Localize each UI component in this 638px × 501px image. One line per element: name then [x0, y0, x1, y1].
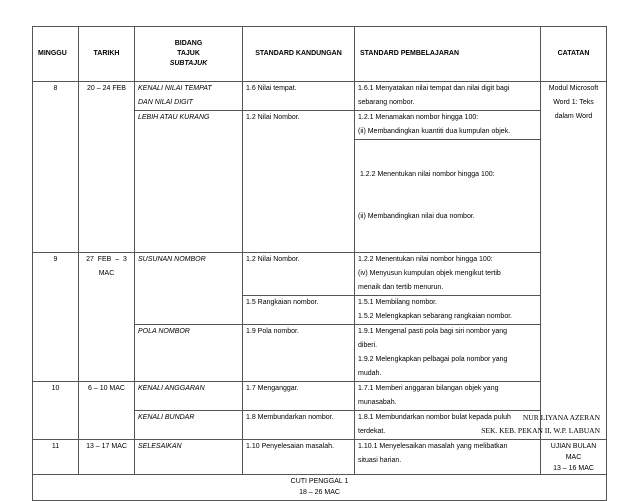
header-standard-pembelajaran: STANDARD PEMBELAJARAN — [355, 27, 541, 82]
catatan-line: Word 1: Teks — [553, 99, 594, 106]
sp-line: diberi. — [358, 342, 378, 349]
footer-signature — [481, 411, 600, 437]
tarikh-line: MAC — [98, 270, 115, 277]
header-bidang: BIDANG — [174, 40, 203, 47]
catatan-line: dalam Word — [554, 113, 593, 120]
sp-line: (ii) Membandingkan kuantiti dua kumpulan objek. — [358, 128, 511, 135]
cell-standard-pembelajaran — [355, 253, 541, 296]
table-row — [33, 440, 607, 475]
sp-line: 1.5.1 Membilang nombor. — [358, 299, 437, 306]
sp-line: sebarang nombor. — [358, 99, 415, 106]
cell-standard-pembelajaran — [355, 296, 541, 325]
cell-tarikh: 6 – 10 MAC — [79, 382, 135, 440]
cell-standard-kandungan: 1.2 Nilai Nombor. — [243, 253, 355, 296]
cell-tajuk — [135, 82, 243, 111]
cell-tarikh — [79, 253, 135, 382]
table-row — [33, 253, 607, 296]
holiday-row — [33, 475, 607, 501]
header-standard-kandungan: STANDARD KANDUNGAN — [243, 27, 355, 82]
cell-tajuk: SUSUNAN NOMBOR — [135, 253, 243, 325]
table-row — [33, 382, 607, 411]
cell-minggu: 9 — [33, 253, 79, 382]
cell-standard-kandungan: 1.6 Nilai tempat. — [243, 82, 355, 111]
cell-standard-kandungan: 1.5 Rangkaian nombor. — [243, 296, 355, 325]
sp-line: 1.5.2 Melengkapkan sebarang rangkaian nombor. — [358, 313, 513, 320]
header-bidang-tajuk — [135, 27, 243, 82]
catatan-line: UJIAN BULAN — [550, 443, 597, 450]
sp-block — [355, 111, 540, 140]
header-tajuk: TAJUK — [177, 50, 200, 57]
cell-minggu: 8 — [33, 82, 79, 253]
header-catatan: CATATAN — [541, 27, 607, 82]
cell-standard-pembelajaran — [355, 325, 541, 382]
sp-line: 1.6.1 Menyatakan nilai tempat dan nilai digit bagi — [358, 85, 510, 92]
sp-line: munasabah. — [358, 399, 397, 406]
cell-standard-pembelajaran — [355, 111, 541, 253]
cell-standard-kandungan: 1.10 Penyelesaian masalah. — [243, 440, 355, 475]
cell-tajuk: LEBIH ATAU KURANG — [135, 111, 243, 253]
sp-line: 1.9.2 Melengkapkan pelbagai pola nombor yang — [358, 356, 508, 363]
cell-tarikh: 20 – 24 FEB — [79, 82, 135, 253]
sp-line: 1.9.1 Mengenal pasti pola bagi siri nombor yang — [358, 328, 508, 335]
cell-cuti-penggal — [33, 475, 607, 501]
tajuk-line: KENALI NILAI TEMPAT — [138, 85, 212, 92]
header-minggu: MINGGU — [33, 27, 79, 82]
cell-tarikh: 13 – 17 MAC — [79, 440, 135, 475]
cell-catatan-ujian — [541, 440, 607, 475]
catatan-line: Modul Microsoft — [548, 85, 599, 92]
sp-line: 1.8.1 Membundarkan nombor bulat kepada puluh — [358, 414, 511, 421]
cell-minggu: 10 — [33, 382, 79, 440]
cell-minggu: 11 — [33, 440, 79, 475]
cell-standard-kandungan: 1.9 Pola nombor. — [243, 325, 355, 382]
sp-line: mudah. — [358, 370, 382, 377]
sp-block — [355, 140, 540, 252]
cell-standard-kandungan: 1.8 Membundarkan nombor. — [243, 411, 355, 440]
cuti-title: CUTI PENGGAL 1 — [290, 478, 349, 485]
tarikh-line: 27 FEB – 3 — [86, 256, 127, 263]
catatan-line: MAC — [565, 454, 582, 461]
sp-line: 1.10.1 Menyelesaikan masalah yang melibatkan — [358, 443, 508, 450]
cell-standard-kandungan: 1.2 Nilai Nombor. — [243, 111, 355, 253]
cell-standard-pembelajaran — [355, 382, 541, 411]
school-name: SEK. KEB. PEKAN II, W.P. LABUAN — [481, 426, 600, 435]
sp-line: (iv) Menyusun kumpulan objek mengikut tertib — [358, 270, 501, 277]
cell-tajuk: KENALI BUNDAR — [135, 411, 243, 440]
cell-catatan-modul — [541, 82, 607, 440]
header-tarikh: TARIKH — [79, 27, 135, 82]
sp-line: 1.2.2 Menentukan nilai nombor hingga 100: — [358, 171, 495, 178]
teacher-name: NUR LIYANA AZERAN — [522, 413, 600, 422]
sp-line: menaik dan tertib menurun. — [358, 284, 444, 291]
cell-standard-pembelajaran — [355, 82, 541, 111]
cell-tajuk: SELESAIKAN — [135, 440, 243, 475]
sp-line: terdekat. — [358, 428, 386, 435]
cell-standard-kandungan: 1.7 Menganggar. — [243, 382, 355, 411]
sp-line: 1.2.1 Menamakan nombor hingga 100: — [358, 114, 479, 121]
cell-tajuk: POLA NOMBOR — [135, 325, 243, 382]
sp-line: 1.7.1 Memberi anggaran bilangan objek yang — [358, 385, 499, 392]
cell-tajuk: KENALI ANGGARAN — [135, 382, 243, 411]
sp-line: (ii) Membandingkan nilai dua nombor. — [358, 213, 475, 220]
tajuk-line: DAN NILAI DIGIT — [138, 99, 193, 106]
sp-line: 1.2.2 Menentukan nilai nombor hingga 100: — [358, 256, 493, 263]
catatan-line: 13 – 16 MAC — [553, 465, 594, 472]
sp-line: situasi harian. — [358, 457, 402, 464]
header-row — [33, 27, 607, 82]
cell-standard-pembelajaran — [355, 440, 541, 475]
cuti-dates: 18 – 26 MAC — [299, 489, 340, 496]
table-row — [33, 82, 607, 111]
header-subtajuk: SUBTAJUK — [169, 60, 208, 67]
